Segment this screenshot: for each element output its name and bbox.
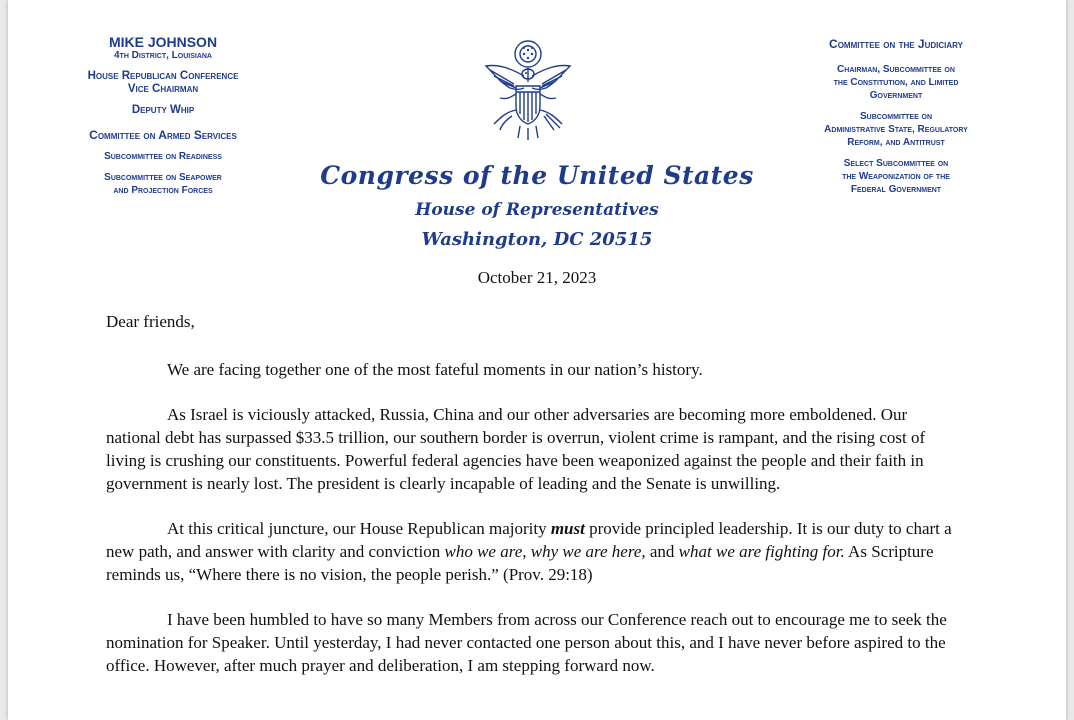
weaponization-sub-line1: Select Subcommittee on xyxy=(843,158,949,169)
letter-page xyxy=(8,0,1066,720)
readiness-subcommittee: Subcommittee on Readiness xyxy=(104,151,222,162)
constitution-sub-line3: Government xyxy=(869,90,923,101)
house-heading: House of Representatives xyxy=(415,200,659,220)
admin-sub-line1: Subcommittee on xyxy=(859,111,933,122)
p3-italic-1: who we are xyxy=(444,542,523,561)
member-district: 4th District, Louisiana xyxy=(113,50,212,61)
congress-heading: Congress of the United States xyxy=(320,161,754,190)
salutation: Dear friends, xyxy=(106,312,195,331)
great-seal-eagle-icon xyxy=(480,38,576,144)
p3-italic-2: why we are here xyxy=(530,542,642,561)
letterhead-right-column xyxy=(776,38,1016,196)
member-name: MIKE JOHNSON xyxy=(108,34,218,50)
weaponization-sub-line2: the Weaponization of the xyxy=(842,171,950,182)
conference-title: House Republican Conference xyxy=(87,70,239,82)
weaponization-sub-line3: Federal Government xyxy=(850,184,942,195)
city-heading: Washington, DC 20515 xyxy=(421,229,653,250)
constitution-sub-line1: Chairman, Subcommittee on xyxy=(837,64,955,75)
judiciary-committee: Committee on the Judiciary xyxy=(829,37,963,51)
p3-italic-3: what we are fighting for. xyxy=(678,542,845,561)
admin-sub-line2: Administrative State, Regulatory xyxy=(824,124,968,135)
projection-forces: and Projection Forces xyxy=(113,185,213,196)
letter-date: October 21, 2023 xyxy=(477,268,597,287)
conference-role: Vice Chairman xyxy=(127,83,199,95)
p3-text-a: At this critical juncture, our House Republican majority xyxy=(167,519,551,538)
paragraph-3 xyxy=(106,517,966,586)
admin-sub-line3: Reform, and Antitrust xyxy=(847,137,945,148)
paragraph-1: We are facing together one of the most fateful moments in our nation’s history. xyxy=(167,360,703,379)
letter-body xyxy=(106,310,966,699)
deputy-whip: Deputy Whip xyxy=(131,104,195,116)
p3-text-e: As Scripture reminds us, “Where there is no vision, the people perish.” (Prov. 29:18) xyxy=(106,542,934,584)
p3-text-b: provide principled leadership. It is our duty to chart a new path, and answer with clarity and conviction xyxy=(106,519,952,561)
paragraph-2: As Israel is viciously attacked, Russia, China and our other adversaries are becoming more emboldened. Our national debt has surpassed $33.5 trillion, our southern border is overrun, violent crime is rampant, and the rising cost of living is crushing our constituents. Powerful federal agencies have been weaponized against the people and their faith in government is nearly lost. The president is clearly incapable of leading and the Senate is unwilling. xyxy=(106,405,926,493)
paragraph-4: I have been humbled to have so many Members from across our Conference reach out to encourage me to seek the nomination for Speaker. Until yesterday, I had never contacted one person about this, and I have never before aspired to the office. However, after much prayer and deliberation, I am stepping forward now. xyxy=(106,610,947,675)
p3-emphasis-must: must xyxy=(550,519,585,538)
p3-text-c: , xyxy=(522,542,531,561)
armed-services-committee: Committee on Armed Services xyxy=(89,128,237,142)
constitution-sub-line2: the Constitution, and Limited xyxy=(833,77,959,88)
p3-text-d: , and xyxy=(641,542,679,561)
seapower-subcommittee: Subcommittee on Seapower xyxy=(104,172,222,183)
